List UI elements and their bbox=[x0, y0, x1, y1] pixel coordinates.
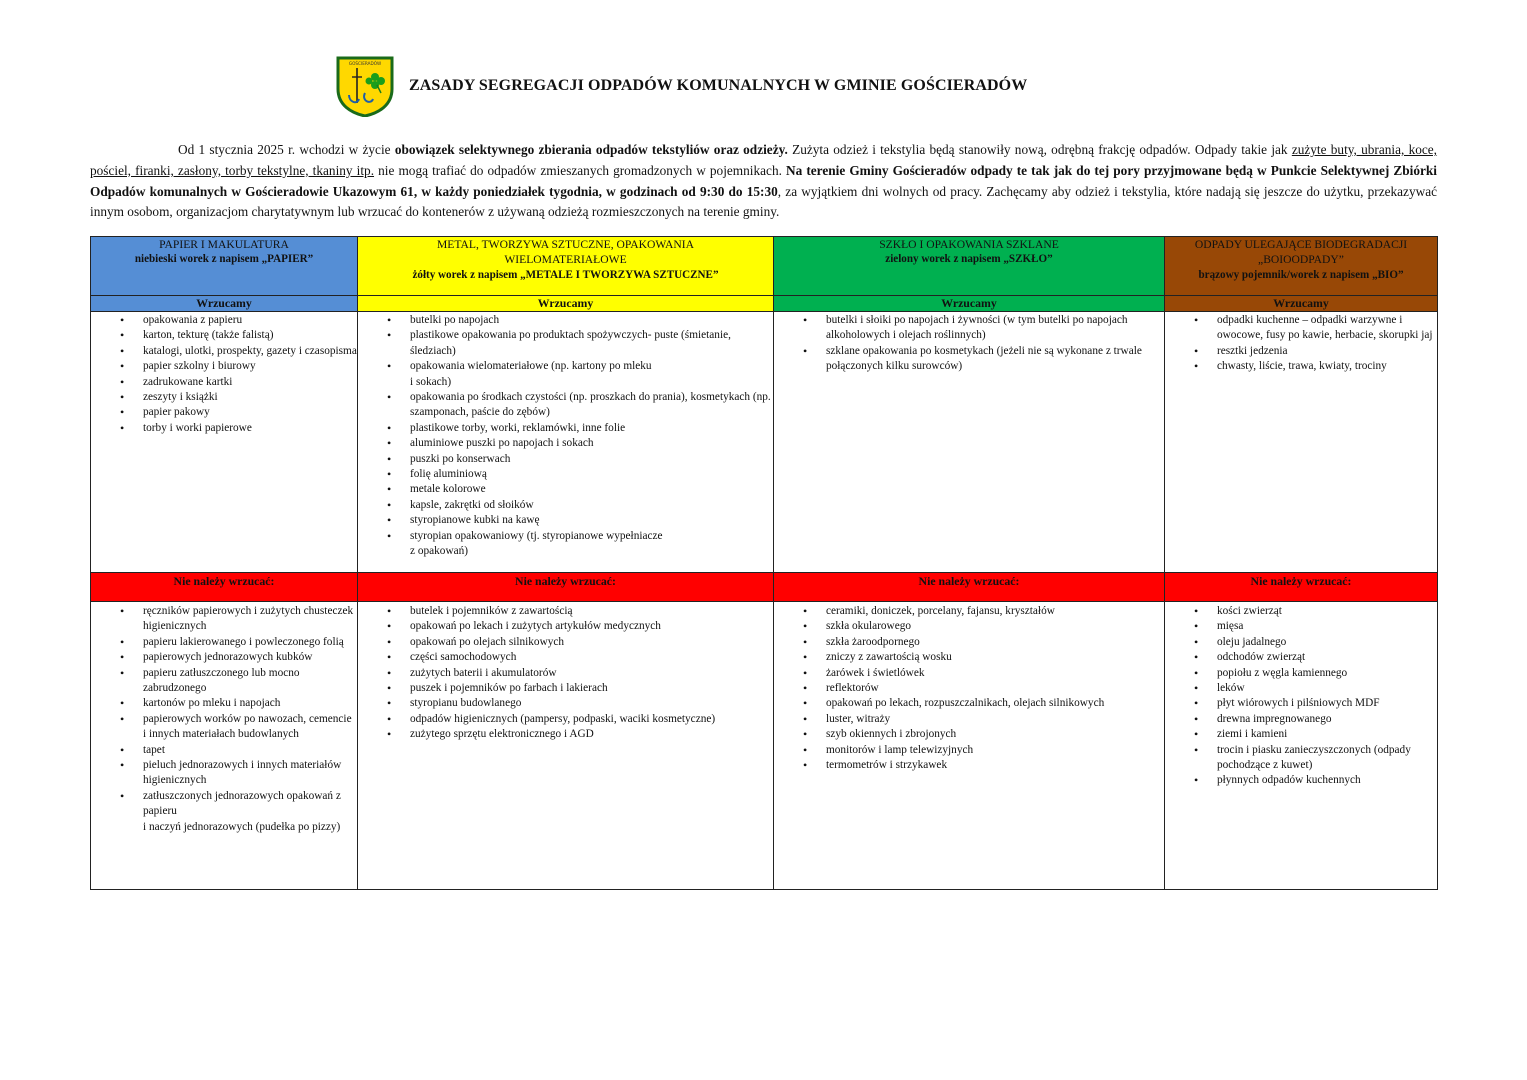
forbidden-list-bio bbox=[1165, 602, 1438, 890]
list-item: • styropian opakowaniowy (tj. styropianowe wypełniacze z opakowań) bbox=[358, 529, 773, 560]
list-item: • opakowań po olejach silnikowych bbox=[358, 635, 773, 650]
list-item: • katalogi, ulotki, prospekty, gazety i czasopisma bbox=[91, 344, 357, 359]
list-item: • papierowych jednorazowych kubków bbox=[91, 650, 357, 665]
list-item: • papieru zatłuszczonego lub mocno zabrudzonego bbox=[91, 666, 357, 697]
list-item: • reflektorów bbox=[774, 681, 1164, 696]
list-item: • popiołu z węgla kamiennego bbox=[1165, 666, 1437, 681]
list-item: • papier szkolny i biurowy bbox=[91, 359, 357, 374]
list-item: • papierowych worków po nawozach, cemencie i innych materiałach budowlanych bbox=[91, 712, 357, 743]
list-item: • zatłuszczonych jednorazowych opakowań z papieru i naczyń jednorazowych (pudełka po pizzy) bbox=[91, 789, 357, 835]
intro-paragraph: Od 1 stycznia 2025 r. wchodzi w życie obowiązek selektywnego zbierania odpadów tekstyliów oraz odzieży. Zużyta odzież i tekstylia będą stanowiły nową, odrębną frakcję odpadów. Odpady takie jak zużyte buty, ubrania, koce, pościel, firanki, zasłony, torby tekstylne, tkaniny itp. nie mogą trafiać do odpadów zmieszanych gromadzonych w pojemnikach. Na terenie Gminy Gościeradów odpady te tak jak do tej pory przyjmowane będą w Punkcie Selektywnej Zbiórki Odpadów komunalnych w Gościeradowie Ukazowym 61, w każdy poniedziałek tygodnia, w godzinach od 9:30 do 15:30, za wyjątkiem dni wolnych od pracy. Zachęcamy aby odzież i tekstylia, które nadają się jeszcze do użytku, przekazywać innym osobom, organizacjom charytatywnym lub wrzucać do kontenerów z używaną odzieżą rozmieszczonych na terenie gminy. bbox=[90, 142, 1438, 220]
allowed-list-bio bbox=[1165, 312, 1438, 573]
list-item: • ceramiki, doniczek, porcelany, fajansu, kryształów bbox=[774, 604, 1164, 619]
forbidden-label-metal: Nie należy wrzucać: bbox=[358, 573, 774, 602]
list-item: • butelek i pojemników z zawartością bbox=[358, 604, 773, 619]
crest-text: GOŚCIERADÓW bbox=[348, 61, 382, 66]
list-item: • ręczników papierowych i zużytych chusteczek higienicznych bbox=[91, 604, 357, 635]
list-item: • płynnych odpadów kuchennych bbox=[1165, 773, 1437, 788]
list-item: • plastikowe torby, worki, reklamówki, inne folie bbox=[358, 421, 773, 436]
allowed-list-metal bbox=[358, 312, 774, 573]
list-item: • kartonów po mleku i napojach bbox=[91, 696, 357, 711]
list-item: • trocin i piasku zanieczyszczonych (odpady pochodzące z kuwet) bbox=[1165, 743, 1437, 774]
list-item: • pieluch jednorazowych i innych materiałów higienicznych bbox=[91, 758, 357, 789]
list-item: • odpadów higienicznych (pampersy, podpaski, waciki kosmetyczne) bbox=[358, 712, 773, 727]
list-item: • zadrukowane kartki bbox=[91, 375, 357, 390]
list-item: • żarówek i świetlówek bbox=[774, 666, 1164, 681]
list-item: • kości zwierząt bbox=[1165, 604, 1437, 619]
list-item: • odchodów zwierząt bbox=[1165, 650, 1437, 665]
list-item: • aluminiowe puszki po napojach i sokach bbox=[358, 436, 773, 451]
list-item: • tapet bbox=[91, 743, 357, 758]
list-item: • drewna impregnowanego bbox=[1165, 712, 1437, 727]
list-item: • butelki i słoiki po napojach i żywności (w tym butelki po napojach alkoholowych i olejach roślinnych) bbox=[774, 313, 1164, 344]
list-item: • szyb okiennych i zbrojonych bbox=[774, 727, 1164, 742]
header-bio: ODPADY ULEGAJĄCE BIODEGRADACJI „BOIOODPADY” brązowy pojemnik/worek z napisem „BIO” bbox=[1165, 237, 1438, 296]
header-paper: PAPIER I MAKULATURA niebieski worek z napisem „PAPIER” bbox=[91, 237, 358, 296]
list-item: • szkła okularowego bbox=[774, 619, 1164, 634]
forbidden-list-metal bbox=[358, 602, 774, 890]
list-item: • części samochodowych bbox=[358, 650, 773, 665]
header-glass: SZKŁO I OPAKOWANIA SZKLANE zielony worek z napisem „SZKŁO” bbox=[774, 237, 1165, 296]
list-item: • termometrów i strzykawek bbox=[774, 758, 1164, 773]
list-item: • karton, tekturę (także falistą) bbox=[91, 328, 357, 343]
allowed-label-bio: Wrzucamy bbox=[1165, 296, 1438, 312]
allowed-label-paper: Wrzucamy bbox=[91, 296, 358, 312]
allowed-label-metal: Wrzucamy bbox=[358, 296, 774, 312]
list-item: • szklane opakowania po kosmetykach (jeżeli nie są wykonane z trwale połączonych kilku surowców) bbox=[774, 344, 1164, 375]
list-item: • odpadki kuchenne – odpadki warzywne i owocowe, fusy po kawie, herbacie, skorupki jaj bbox=[1165, 313, 1437, 344]
list-item: • opakowań po lekach i zużytych artykułów medycznych bbox=[358, 619, 773, 634]
list-item: • luster, witraży bbox=[774, 712, 1164, 727]
list-item: • puszek i pojemników po farbach i lakierach bbox=[358, 681, 773, 696]
list-item: • plastikowe opakowania po produktach spożywczych- puste (śmietanie, śledziach) bbox=[358, 328, 773, 359]
list-item: • chwasty, liście, trawa, kwiaty, trociny bbox=[1165, 359, 1437, 374]
allowed-list-glass bbox=[774, 312, 1165, 573]
list-item: • monitorów i lamp telewizyjnych bbox=[774, 743, 1164, 758]
list-item: • zeszyty i książki bbox=[91, 390, 357, 405]
list-item: • zużytego sprzętu elektronicznego i AGD bbox=[358, 727, 773, 742]
list-item: • ziemi i kamieni bbox=[1165, 727, 1437, 742]
segregation-table bbox=[90, 236, 1438, 890]
list-item: • torby i worki papierowe bbox=[91, 421, 357, 436]
list-item: • styropianu budowlanego bbox=[358, 696, 773, 711]
allowed-label-glass: Wrzucamy bbox=[774, 296, 1165, 312]
header-metal-plastic: METAL, TWORZYWA SZTUCZNE, OPAKOWANIA WIELOMATERIAŁOWE żółty worek z napisem „METALE I TWORZYWA SZTUCZNE” bbox=[358, 237, 774, 296]
list-item: • szkła żaroodpornego bbox=[774, 635, 1164, 650]
page-title: ZASADY SEGREGACJI ODPADÓW KOMUNALNYCH W GMINIE GOŚCIERADÓW bbox=[409, 77, 1028, 94]
list-item: • kapsle, zakrętki od słoików bbox=[358, 498, 773, 513]
list-item: • zużytych baterii i akumulatorów bbox=[358, 666, 773, 681]
list-item: • puszki po konserwach bbox=[358, 452, 773, 467]
gmina-crest-icon bbox=[335, 55, 395, 117]
forbidden-list-paper bbox=[91, 602, 358, 890]
list-item: • leków bbox=[1165, 681, 1437, 696]
list-item: • mięsa bbox=[1165, 619, 1437, 634]
list-item: • opakowań po lekach, rozpuszczalnikach, olejach silnikowych bbox=[774, 696, 1164, 711]
list-item: • opakowania po środkach czystości (np. proszkach do prania), kosmetykach (np. szamponach, paście do zębów) bbox=[358, 390, 773, 421]
forbidden-label-paper: Nie należy wrzucać: bbox=[91, 573, 358, 602]
list-item: • butelki po napojach bbox=[358, 313, 773, 328]
list-item: • papieru lakierowanego i powleczonego folią bbox=[91, 635, 357, 650]
list-item: • płyt wiórowych i pilśniowych MDF bbox=[1165, 696, 1437, 711]
forbidden-label-bio: Nie należy wrzucać: bbox=[1165, 573, 1438, 602]
list-item: • metale kolorowe bbox=[358, 482, 773, 497]
page-header bbox=[335, 55, 1027, 117]
list-item: • papier pakowy bbox=[91, 405, 357, 420]
list-item: • styropianowe kubki na kawę bbox=[358, 513, 773, 528]
forbidden-label-glass: Nie należy wrzucać: bbox=[774, 573, 1165, 602]
list-item: • opakowania wielomateriałowe (np. kartony po mleku i sokach) bbox=[358, 359, 773, 390]
forbidden-list-glass bbox=[774, 602, 1165, 890]
list-item: • resztki jedzenia bbox=[1165, 344, 1437, 359]
allowed-list-paper bbox=[91, 312, 358, 573]
list-item: • folię aluminiową bbox=[358, 467, 773, 482]
list-item: • zniczy z zawartością wosku bbox=[774, 650, 1164, 665]
list-item: • oleju jadalnego bbox=[1165, 635, 1437, 650]
list-item: • opakowania z papieru bbox=[91, 313, 357, 328]
